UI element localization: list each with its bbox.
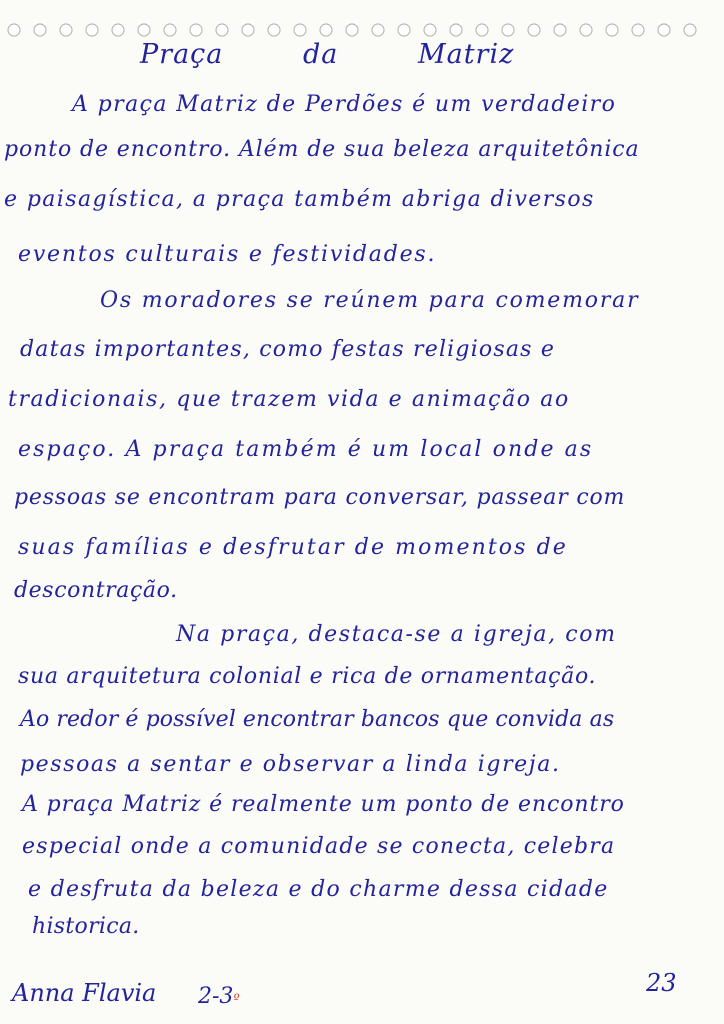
text-line: historica. bbox=[32, 914, 140, 939]
spiral-holes bbox=[0, 0, 724, 40]
student-signature: Anna Flavia bbox=[12, 979, 157, 1007]
title-word: Praça bbox=[140, 39, 224, 70]
title-word: Matriz bbox=[417, 39, 515, 70]
class-suffix: º bbox=[233, 992, 240, 1007]
text-line: Na praça, destaca-se a igreja, com bbox=[176, 622, 617, 647]
text-line: descontração. bbox=[14, 578, 178, 603]
text-line: espaço. A praça também é um local onde as bbox=[18, 437, 594, 462]
text-line: A praça Matriz de Perdões é um verdadeiro bbox=[72, 92, 617, 117]
text-line: A praça Matriz é realmente um ponto de encontro bbox=[22, 792, 625, 817]
text-line: datas importantes, como festas religiosas e bbox=[20, 337, 556, 362]
document-title bbox=[140, 38, 514, 72]
text-line: eventos culturais e festividades. bbox=[18, 242, 437, 267]
text-line: e paisagística, a praça também abriga diversos bbox=[4, 187, 595, 212]
text-line: suas famílias e desfrutar de momentos de bbox=[18, 535, 568, 560]
class-number: 2-3 bbox=[198, 984, 234, 1009]
page-number: 23 bbox=[646, 969, 677, 997]
text-line: e desfruta da beleza e do charme dessa cidade bbox=[28, 877, 609, 902]
text-line: tradicionais, que trazem vida e animação ao bbox=[8, 387, 570, 412]
text-line: especial onde a comunidade se conecta, celebra bbox=[22, 834, 616, 859]
text-line: Os moradores se reúnem para comemorar bbox=[100, 288, 640, 313]
text-line: pessoas a sentar e observar a linda igreja. bbox=[20, 752, 561, 777]
title-word: da bbox=[302, 39, 339, 70]
text-line: pessoas se encontram para conversar, passear com bbox=[14, 485, 626, 510]
text-line: sua arquitetura colonial e rica de ornamentação. bbox=[18, 664, 597, 689]
text-line: ponto de encontro. Além de sua beleza arquitetônica bbox=[4, 137, 640, 162]
text-line: Ao redor é possível encontrar bancos que convida as bbox=[20, 707, 615, 732]
class-label bbox=[198, 982, 240, 1015]
